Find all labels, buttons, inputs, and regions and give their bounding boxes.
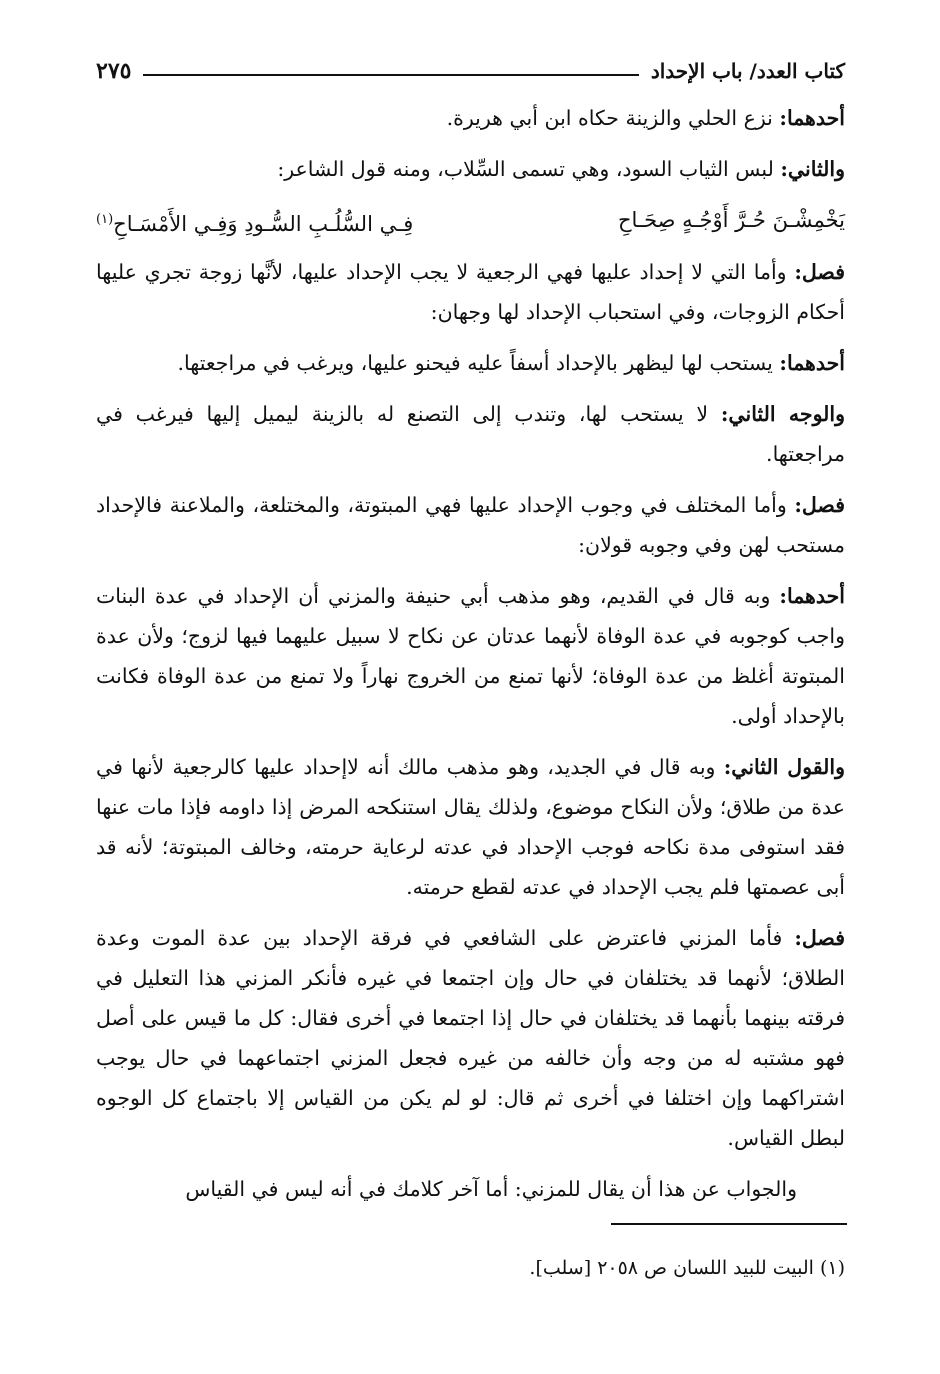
paragraph-lead: أحدهما: bbox=[779, 584, 845, 608]
paragraph-lead: والقول الثاني: bbox=[723, 755, 845, 779]
verse-second-hemistich: فِـي السُّلُـبِ السُّـودِ وَفِـي الأَمْسَـاحِ$^{(١)}$ bbox=[96, 212, 414, 236]
paragraph-text: وبه قال في القديم، وهو مذهب أبي حنيفة والمزني أن الإحداد في عدة البنات واجب كوجوبه في عدة الوفاة لأنهما عدتان عن نكاح لا سبيل عليهما فيها لزوج؛ ولأن عدة المبتوتة أغلظ من عدة الوفاة؛ لأنها تمنع من الخروج نهاراً ولا تمنع من عدة الوفاة فكانت بالإحداد أولى. bbox=[96, 584, 845, 728]
paragraph bbox=[96, 918, 845, 1158]
paragraph-text: وأما التي لا إحداد عليها فهي الرجعية لا يجب الإحداد عليها، لأنَّها زوجة تجري عليها أحكام الزوجات، وفي استحباب الإحداد لها وجهان: bbox=[96, 260, 845, 324]
paragraph-text: وأما المختلف في وجوب الإحداد عليها فهي المبتوتة، والمختلعة، والملاعنة فالإحداد مستحب لهن وفي وجوبه قولان: bbox=[96, 493, 845, 557]
paragraph bbox=[96, 576, 845, 736]
paragraph bbox=[96, 252, 845, 332]
paragraph-lead: فصل: bbox=[794, 493, 845, 517]
paragraph-lead: والثاني: bbox=[780, 157, 845, 181]
paragraph bbox=[96, 343, 845, 383]
paragraph-text: لا يستحب لها، وتندب إلى التصنع له بالزينة ليميل إليها فيرغب في مراجعتها. bbox=[96, 402, 845, 466]
header-rule bbox=[143, 74, 638, 76]
poetry-verse bbox=[96, 200, 845, 244]
footnote-marker: (١) bbox=[96, 212, 114, 227]
paragraph-lead: أحدهما: bbox=[779, 351, 845, 375]
paragraph-lead: أحدهما: bbox=[779, 106, 845, 130]
main-text bbox=[96, 98, 845, 1220]
paragraph-lead: فصل: bbox=[794, 926, 845, 950]
page-header bbox=[96, 54, 845, 88]
paragraph bbox=[96, 485, 845, 565]
paragraph-text: فأما المزني فاعترض على الشافعي في فرقة الإحداد بين عدة الموت وعدة الطلاق؛ لأنهما قد يختلفان في حال وإن اجتمعا في غيره فأنكر المزني هذا التعليل في فرقته بينهما بأنهما قد يختلفان في حال إذا اجتمعا في أخرى فقال: كل ما قيس على أصل فهو مشتبه له من وجه وأن خالفه من غيره فجعل المزني اجتماعهما في حال يوجب اشتراكهما وإن اختلفا في أخرى ثم قال: لو لم يكن من القياس إلا باجتماع كل الوجوه لبطل القياس. bbox=[96, 926, 845, 1150]
verse-first-hemistich: يَخْمِشْـنَ حُـرَّ أَوْجُـهٍ صِحَـاحِ bbox=[617, 208, 845, 232]
paragraph-text: وبه قال في الجديد، وهو مذهب مالك أنه لاإحداد عليها كالرجعية لأنها في عدة من طلاق؛ ولأن النكاح موضوع، ولذلك يقال استنكحه المرض إذا داومه فإذا مات عنها فقد استوفى مدة نكاحه فوجب الإحداد في عدته لرعاية حرمته، وخالف المبتوتة؛ لأنه قد أبى عصمتها فلم يجب الإحداد في عدته لقطع حرمته. bbox=[96, 755, 845, 899]
paragraph bbox=[96, 394, 845, 474]
paragraph-lead: والوجه الثاني: bbox=[720, 402, 845, 426]
paragraph bbox=[96, 747, 845, 907]
paragraph-continued: والجواب عن هذا أن يقال للمزني: أما آخر كلامك في أنه ليس في القياس bbox=[185, 1177, 797, 1201]
page-number: ٢٧٥ bbox=[96, 58, 132, 84]
paragraph bbox=[96, 98, 845, 138]
footnote: (١) البيت للبيد اللسان ص ٢٠٥٨ [سلب]. bbox=[529, 1257, 845, 1279]
paragraph-text: لبس الثياب السود، وهي تسمى السِّلاب، ومنه قول الشاعر: bbox=[277, 157, 781, 181]
paragraph bbox=[96, 149, 845, 189]
running-title: كتاب العدد/ باب الإحداد bbox=[650, 59, 845, 83]
footnote-separator bbox=[611, 1223, 847, 1225]
paragraph-lead: فصل: bbox=[794, 260, 845, 284]
paragraph-text: يستحب لها ليظهر بالإحداد أسفاً عليه فيحنو عليها، ويرغب في مراجعتها. bbox=[177, 351, 780, 375]
paragraph-text: نزع الحلي والزينة حكاه ابن أبي هريرة. bbox=[446, 106, 780, 130]
